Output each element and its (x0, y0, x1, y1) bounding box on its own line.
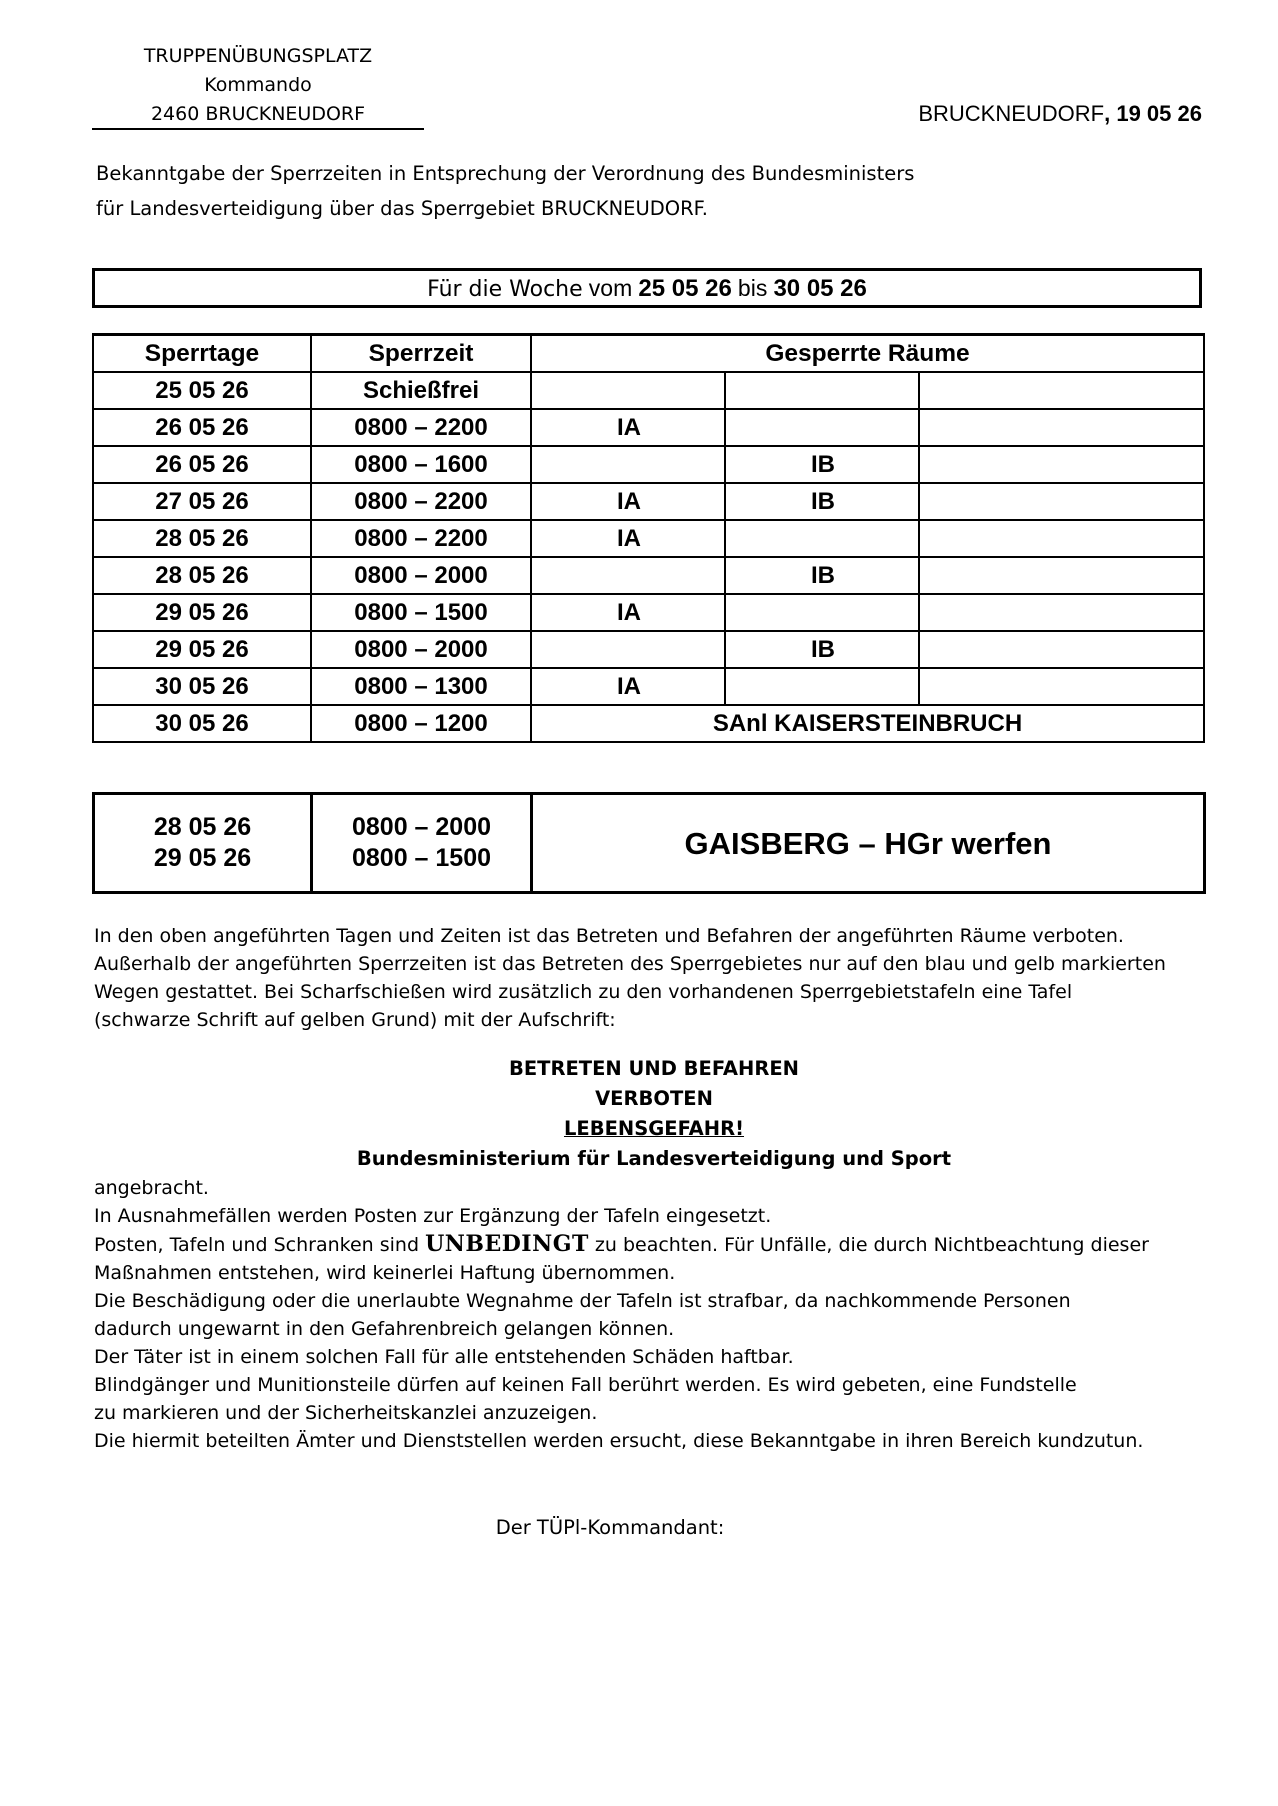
cell-area-3 (919, 557, 1204, 594)
body-line-8: Maßnahmen entstehen, wird keinerlei Haftung übernommen. (94, 1262, 676, 1284)
notice-body (94, 922, 1214, 1455)
schedule-row (93, 631, 1204, 668)
cell-area-3 (919, 446, 1204, 483)
cell-area-3 (919, 409, 1204, 446)
schedule-row (93, 705, 1204, 742)
body-line-11: Der Täter ist in einem solchen Fall für alle entstehenden Schäden haftbar. (94, 1346, 794, 1368)
cell-area-ib (725, 409, 919, 446)
special-times (312, 794, 532, 893)
schedule-row (93, 668, 1204, 705)
cell-time: 0800 – 2000 (311, 631, 531, 668)
cell-area-ib (725, 668, 919, 705)
cell-date: 28 05 26 (93, 520, 311, 557)
place-date (918, 101, 1202, 127)
schedule-row (93, 372, 1204, 409)
header-gesperrte-raeume: Gesperrte Räume (531, 335, 1204, 373)
cell-time: 0800 – 1300 (311, 668, 531, 705)
document-date: , 19 05 26 (1104, 101, 1202, 126)
signature-label: Der TÜPl-Kommandant: (495, 1516, 725, 1539)
special-time-2: 0800 – 1500 (351, 844, 492, 872)
cell-time: 0800 – 1600 (311, 446, 531, 483)
special-closure-row (94, 794, 1205, 893)
week-bis: bis (737, 275, 768, 301)
body-line-13: zu markieren und der Sicherheitskanzlei anzuzeigen. (94, 1402, 598, 1424)
special-date-2: 29 05 26 (153, 844, 252, 872)
header-sperrtage: Sperrtage (93, 335, 311, 373)
cell-area-3 (919, 594, 1204, 631)
cell-time: 0800 – 1500 (311, 594, 531, 631)
cell-area-ia: IA (531, 668, 725, 705)
week-from-date: 25 05 26 (638, 275, 732, 302)
schedule-row (93, 594, 1204, 631)
body-line-7c: zu beachten. Für Unfälle, die durch Nichtbeachtung dieser (588, 1234, 1149, 1256)
cell-date: 28 05 26 (93, 557, 311, 594)
cell-time: Schießfrei (311, 372, 531, 409)
intro-text (96, 156, 1096, 226)
issuer-line-3: 2460 BRUCKNEUDORF (150, 103, 366, 125)
cell-time: 0800 – 2200 (311, 520, 531, 557)
body-line-6: In Ausnahmefällen werden Posten zur Ergänzung der Tafeln eingesetzt. (94, 1205, 772, 1227)
issuer-line-2: Kommando (204, 74, 312, 96)
body-line-5: angebracht. (94, 1177, 209, 1199)
special-date-1: 28 05 26 (153, 813, 252, 841)
special-dates (94, 794, 312, 893)
schedule-row (93, 483, 1204, 520)
cell-area-merged: SAnl KAISERSTEINBRUCH (531, 705, 1204, 742)
body-line-9: Die Beschädigung oder die unerlaubte Wegnahme der Tafeln ist strafbar, da nachkommende Personen (94, 1290, 1071, 1312)
issuer-block (92, 42, 424, 129)
cell-time: 0800 – 1200 (311, 705, 531, 742)
week-to-date: 30 05 26 (773, 275, 867, 302)
body-line-4: (schwarze Schrift auf gelben Grund) mit der Aufschrift: (94, 1009, 616, 1031)
cell-area-ia: IA (531, 483, 725, 520)
cell-area-3 (919, 372, 1204, 409)
header-underline (92, 128, 424, 130)
cell-area-ia: IA (531, 409, 725, 446)
body-line-10: dadurch ungewarnt in den Gefahrenbreich gelangen können. (94, 1318, 675, 1340)
cell-date: 29 05 26 (93, 594, 311, 631)
body-line-3: Wegen gestattet. Bei Scharfschießen wird zusätzlich zu den vorhandenen Sperrgebietstafeln eine Tafel (94, 981, 1073, 1003)
week-prefix: Für die Woche (427, 277, 583, 302)
cell-time: 0800 – 2000 (311, 557, 531, 594)
body-line-12: Blindgänger und Munitionsteile dürfen auf keinen Fall berührt werden. Es wird gebeten, eine Fundstelle (94, 1374, 1077, 1396)
schedule-row (93, 520, 1204, 557)
cell-area-ia: IA (531, 520, 725, 557)
cell-area-ia (531, 631, 725, 668)
cell-area-ib (725, 372, 919, 409)
cell-date: 26 05 26 (93, 409, 311, 446)
intro-line-1: Bekanntgabe der Sperrzeiten in Entsprechung der Verordnung des Bundesministers (96, 162, 915, 185)
body-line-14: Die hiermit beteilten Ämter und Dienststellen werden ersucht, diese Bekanntgabe in ihren Bereich kundzutun. (94, 1430, 1144, 1452)
cell-area-3 (919, 668, 1204, 705)
body-line-7a: Posten, Tafeln und Schranken sind (94, 1234, 426, 1256)
place-name: BRUCKNEUDORF (918, 101, 1105, 126)
sign-line-1: BETRETEN UND BEFAHREN (508, 1057, 799, 1080)
schedule-table (92, 333, 1205, 743)
special-time-1: 0800 – 2000 (351, 813, 492, 841)
cell-area-ib: IB (725, 631, 919, 668)
cell-area-ia: IA (531, 594, 725, 631)
body-line-1: In den oben angeführten Tagen und Zeiten ist das Betreten und Befahren der angeführten Räume verboten. (94, 925, 1124, 947)
header-sperrzeit: Sperrzeit (311, 335, 531, 373)
cell-area-ib: IB (725, 557, 919, 594)
week-range-box (92, 268, 1202, 308)
week-vom: vom (588, 275, 633, 301)
cell-area-ib (725, 594, 919, 631)
cell-area-3 (919, 483, 1204, 520)
sign-text-block (94, 1054, 1214, 1174)
intro-line-2: für Landesverteidigung über das Sperrgebiet BRUCKNEUDORF. (96, 197, 708, 220)
cell-time: 0800 – 2200 (311, 483, 531, 520)
cell-date: 27 05 26 (93, 483, 311, 520)
schedule-row (93, 557, 1204, 594)
cell-date: 29 05 26 (93, 631, 311, 668)
issuer-line-1: TRUPPENÜBUNGSPLATZ (143, 45, 373, 67)
schedule-header-row (93, 335, 1204, 373)
schedule-row (93, 409, 1204, 446)
sign-line-2: VERBOTEN (595, 1087, 713, 1110)
cell-date: 26 05 26 (93, 446, 311, 483)
body-line-2: Außerhalb der angeführten Sperrzeiten ist das Betreten des Sperrgebietes nur auf den blau und gelb markierten (94, 953, 1166, 975)
special-area: GAISBERG – HGr werfen (532, 794, 1205, 893)
schedule-row (93, 446, 1204, 483)
cell-date: 25 05 26 (93, 372, 311, 409)
cell-date: 30 05 26 (93, 668, 311, 705)
emphasis-unbedingt: UNBEDINGT (425, 1231, 589, 1257)
cell-area-ib: IB (725, 483, 919, 520)
cell-area-ia (531, 372, 725, 409)
cell-area-ia (531, 446, 725, 483)
cell-time: 0800 – 2200 (311, 409, 531, 446)
cell-date: 30 05 26 (93, 705, 311, 742)
cell-area-3 (919, 520, 1204, 557)
cell-area-ib (725, 520, 919, 557)
sign-line-4: Bundesministerium für Landesverteidigung und Sport (356, 1147, 952, 1170)
body-line-7 (94, 1230, 1214, 1259)
sign-line-3: LEBENSGEFAHR! (563, 1117, 745, 1140)
cell-area-ia (531, 557, 725, 594)
cell-area-ib: IB (725, 446, 919, 483)
special-closure-table (92, 792, 1206, 894)
cell-area-3 (919, 631, 1204, 668)
